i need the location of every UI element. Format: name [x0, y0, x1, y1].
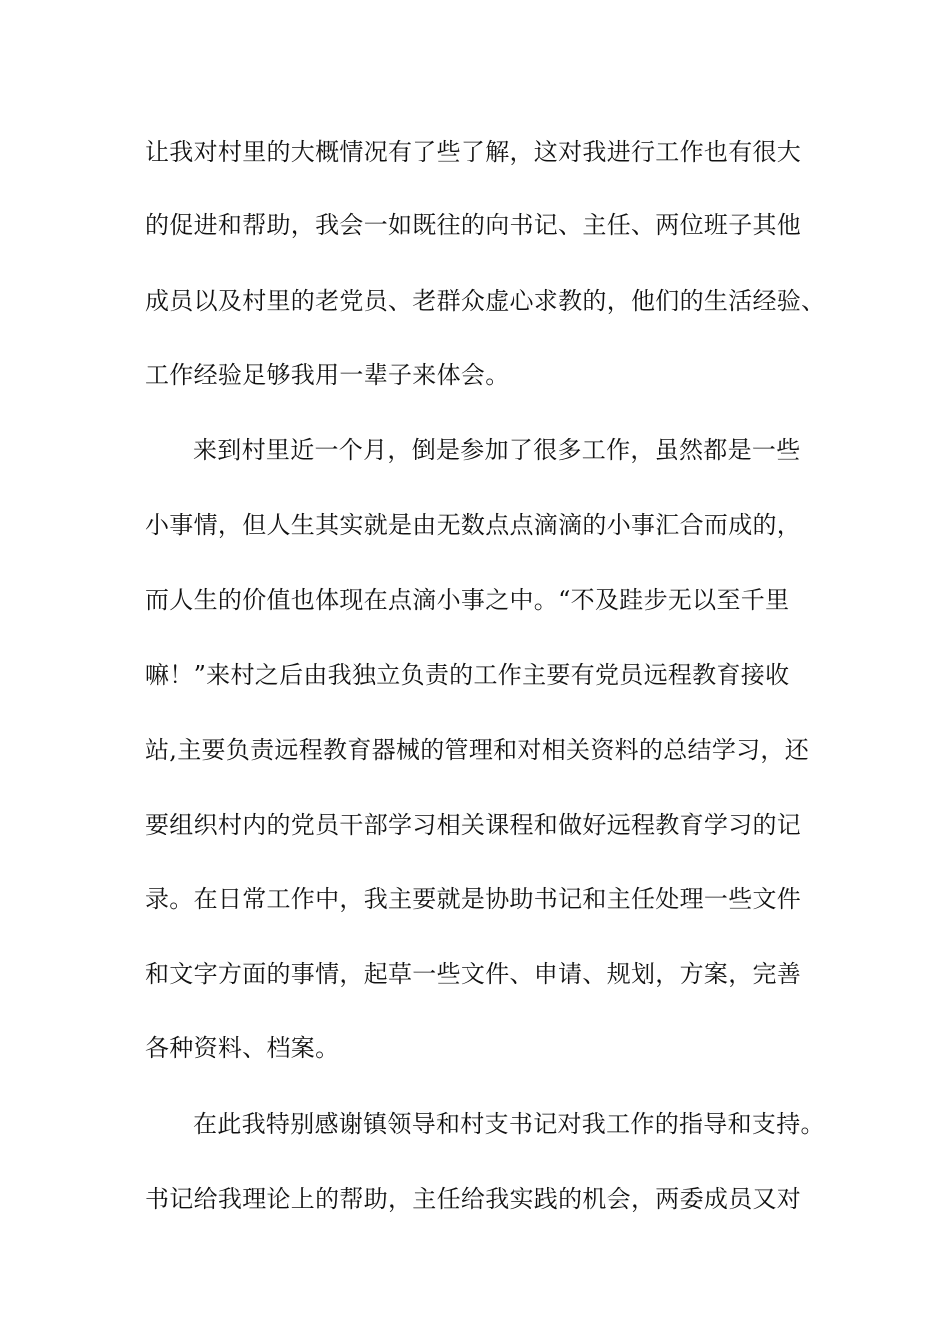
- text-line: 要组织村内的党员干部学习相关课程和做好远程教育学习的记: [145, 811, 802, 839]
- text-line: 工作经验足够我用一辈子来体会。: [145, 361, 510, 389]
- text-line: 站,主要负责远程教育器械的管理和对相关资料的总结学习，还: [145, 736, 810, 764]
- text-line: 各种资料、档案。: [145, 1034, 340, 1062]
- text-line: 的促进和帮助，我会一如既往的向书记、主任、两位班子其他: [145, 211, 802, 239]
- text-line: 书记给我理论上的帮助，主任给我实践的机会，两委成员又对: [145, 1185, 802, 1213]
- text-line: 嘛！”来村之后由我独立负责的工作主要有党员远程教育接收: [145, 661, 790, 689]
- text-line: 小事情，但人生其实就是由无数点点滴滴的小事汇合而成的，: [145, 511, 802, 539]
- paragraph-start-line: 来到村里近一个月，倒是参加了很多工作，虽然都是一些: [193, 436, 801, 464]
- text-line: 成员以及村里的老党员、老群众虚心求教的，他们的生活经验、: [145, 287, 826, 315]
- text-line: 和文字方面的事情，起草一些文件、申请、规划，方案，完善: [145, 960, 802, 988]
- paragraph-start-line: 在此我特别感谢镇领导和村支书记对我工作的指导和支持。: [193, 1110, 825, 1138]
- text-line: 让我对村里的大概情况有了些了解，这对我进行工作也有很大: [145, 138, 802, 166]
- text-line: 而人生的价值也体现在点滴小事之中。“不及跬步无以至千里: [145, 586, 790, 614]
- text-line: 录。在日常工作中，我主要就是协助书记和主任处理一些文件: [145, 885, 802, 913]
